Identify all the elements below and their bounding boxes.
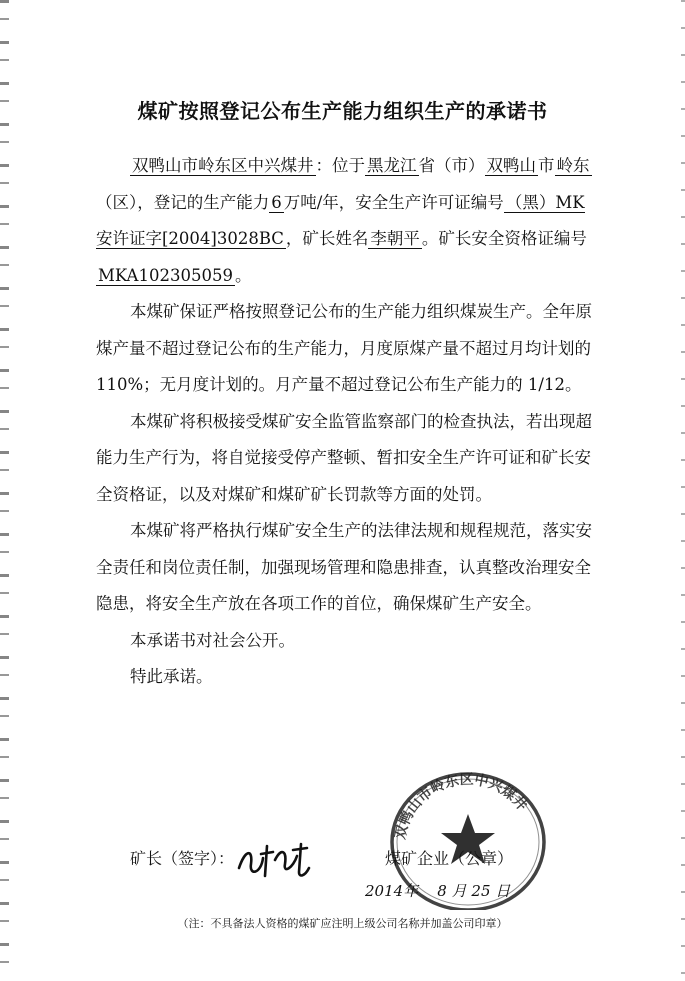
- paragraph-safety: 本煤矿将严格执行煤矿安全生产的法律法规和规程规范，落实安全责任和岗位责任制，加强现场管理和隐患排查，认真整改治理安全隐患，将安全生产放在各项工作的首位，确保煤矿生产安全。: [96, 521, 592, 613]
- city: 双鸭山: [486, 156, 536, 175]
- handwritten-signature: [235, 838, 315, 882]
- date-month: 8: [437, 882, 447, 900]
- intro-text: 万吨/年，安全生产许可证编号: [283, 192, 504, 212]
- date-day-suffix: 日: [495, 882, 511, 900]
- province: 黑龙江: [367, 156, 417, 175]
- document-body: [96, 148, 596, 696]
- intro-text: 。矿长安全资格证编号: [421, 229, 587, 248]
- paragraph-capacity: 本煤矿保证严格按照登记公布的生产能力组织煤炭生产。全年原煤产量不超过登记公布的生产能力，月度原煤产量不超过月均计划的 110%；无月度计划的。月产量不超过登记公布生产能力的 1/12。: [96, 302, 592, 394]
- footnote: （注：不具备法人资格的煤矿应注明上级公司名称并加盖公司印章）: [177, 917, 508, 930]
- intro-paragraph: [96, 148, 596, 294]
- manager-name: 李朝平: [370, 229, 420, 248]
- sign-date: [365, 880, 510, 901]
- document-title: 煤矿按照登记公布生产能力组织生产的承诺书: [137, 99, 548, 123]
- mine-name: 双鸭山市岭东区中兴煤井: [132, 156, 314, 175]
- intro-text: ：位于: [315, 156, 365, 175]
- date-month-suffix: 月: [451, 882, 467, 900]
- district: 岭东: [556, 156, 590, 175]
- intro-text: ，矿长姓名: [285, 229, 369, 248]
- date-year: 2014: [365, 882, 404, 900]
- date-day: 25: [471, 882, 491, 900]
- license-number: （黑）MK 安许证字[2004]3028BC: [96, 192, 585, 248]
- intro-text: 省（市）: [418, 156, 485, 175]
- intro-text: 。: [234, 265, 252, 285]
- capacity: 6: [271, 192, 282, 212]
- scan-edge-right: [681, 0, 685, 981]
- paragraph-public: 本承诺书对社会公开。: [130, 630, 295, 650]
- intro-text: （区），登记的生产能力: [96, 192, 270, 212]
- scan-edge-left: [0, 0, 9, 981]
- manager-signature-label: 矿长（签字）：: [130, 849, 235, 868]
- date-year-suffix: 年: [403, 882, 419, 900]
- paragraph-closing: 特此承诺。: [130, 667, 213, 686]
- svg-text:双鸭山市岭东区中兴煤井: [392, 771, 530, 841]
- cert-number: MKA102305059: [98, 265, 233, 285]
- intro-text: 市: [538, 156, 555, 175]
- paragraph-inspection: 本煤矿将积极接受煤矿安全监管监察部门的检查执法，若出现超能力生产行为，将自觉接受停产整顿、暂扣安全生产许可证和矿长安全资格证，以及对煤矿和煤矿矿长罚款等方面的处罚。: [96, 411, 592, 504]
- seal-text: 双鸭山市岭东区中兴煤井: [392, 771, 530, 841]
- company-seal-label: 煤矿企业（公章）: [385, 849, 514, 868]
